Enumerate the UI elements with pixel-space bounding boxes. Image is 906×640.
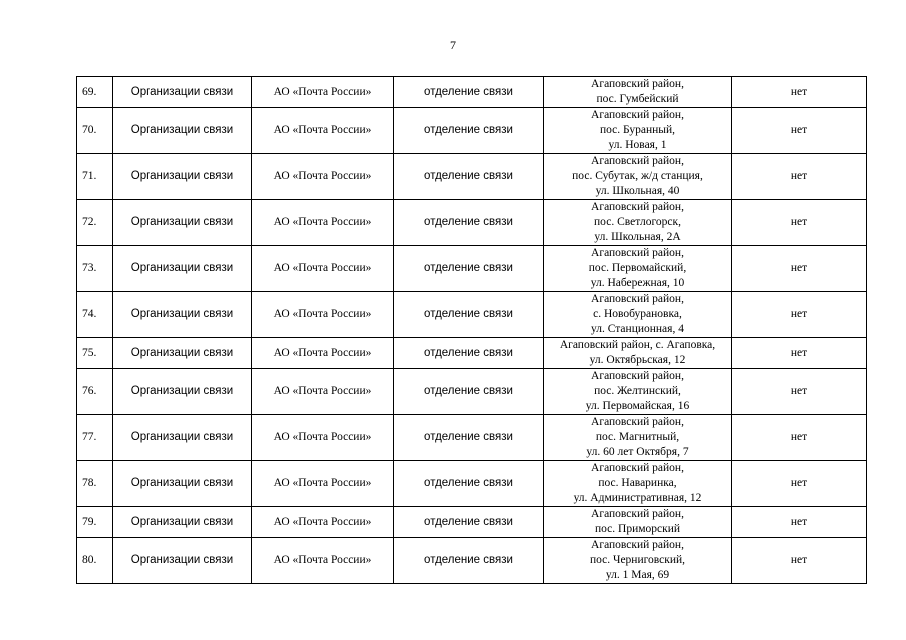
address-line: Агаповский район, [591, 109, 684, 121]
organization-cell: АО «Почта России» [252, 538, 394, 584]
object-type-cell: отделение связи [394, 538, 544, 584]
address-line: пос. Буранный, [599, 124, 676, 136]
table-row [77, 200, 867, 246]
address-cell [544, 292, 732, 338]
address-cell [544, 77, 732, 108]
category-cell: Организации связи [113, 338, 252, 369]
value-cell: нет [732, 461, 867, 507]
row-number-cell: 72. [77, 200, 113, 246]
category-cell: Организации связи [113, 246, 252, 292]
table-body [77, 77, 867, 584]
value-cell: нет [732, 77, 867, 108]
row-number-cell: 69. [77, 77, 113, 108]
table-row [77, 108, 867, 154]
category-cell: Организации связи [113, 461, 252, 507]
table-row [77, 292, 867, 338]
table-row [77, 246, 867, 292]
value-cell: нет [732, 246, 867, 292]
category-cell: Организации связи [113, 369, 252, 415]
address-line: Агаповский район, [591, 155, 684, 167]
address-cell [544, 154, 732, 200]
address-line: пос. Гумбейский [596, 93, 679, 105]
value-cell: нет [732, 200, 867, 246]
address-line: ул. Октябрьская, 12 [589, 354, 686, 366]
address-line: ул. Административная, 12 [573, 492, 702, 504]
row-number-cell: 71. [77, 154, 113, 200]
address-cell [544, 369, 732, 415]
row-number-cell: 78. [77, 461, 113, 507]
object-type-cell: отделение связи [394, 415, 544, 461]
address-line: Агаповский район, с. Агаповка, [559, 339, 716, 351]
address-line: с. Новобурановка, [593, 308, 682, 320]
address-cell [544, 415, 732, 461]
address-cell [544, 338, 732, 369]
address-line: Агаповский район, [591, 78, 684, 90]
address-line: Агаповский район, [591, 462, 684, 474]
value-cell: нет [732, 538, 867, 584]
address-line: ул. Школьная, 40 [595, 185, 680, 197]
object-type-cell: отделение связи [394, 292, 544, 338]
value-cell: нет [732, 507, 867, 538]
table-row [77, 154, 867, 200]
object-type-cell: отделение связи [394, 369, 544, 415]
category-cell: Организации связи [113, 507, 252, 538]
category-cell: Организации связи [113, 292, 252, 338]
address-line: пос. Наваринка, [598, 477, 677, 489]
row-number-cell: 73. [77, 246, 113, 292]
value-cell: нет [732, 154, 867, 200]
organization-cell: АО «Почта России» [252, 461, 394, 507]
address-line: пос. Черниговский, [589, 554, 686, 566]
address-line: Агаповский район, [591, 201, 684, 213]
address-line: пос. Светлогорск, [594, 216, 681, 228]
object-type-cell: отделение связи [394, 77, 544, 108]
value-cell: нет [732, 415, 867, 461]
address-line: ул. Школьная, 2А [594, 231, 681, 243]
address-line: пос. Субутак, ж/д станция, [572, 170, 703, 182]
address-line: пос. Первомайский, [588, 262, 687, 274]
address-line: ул. 1 Мая, 69 [605, 569, 670, 581]
organization-cell: АО «Почта России» [252, 292, 394, 338]
address-line: ул. Первомайская, 16 [585, 400, 690, 412]
category-cell: Организации связи [113, 108, 252, 154]
row-number-cell: 77. [77, 415, 113, 461]
address-line: Агаповский район, [591, 416, 684, 428]
address-line: ул. 60 лет Октября, 7 [586, 446, 689, 458]
row-number-cell: 76. [77, 369, 113, 415]
category-cell: Организации связи [113, 200, 252, 246]
address-cell [544, 246, 732, 292]
category-cell: Организации связи [113, 538, 252, 584]
table-row [77, 538, 867, 584]
category-cell: Организации связи [113, 415, 252, 461]
row-number-cell: 79. [77, 507, 113, 538]
object-type-cell: отделение связи [394, 154, 544, 200]
organization-cell: АО «Почта России» [252, 108, 394, 154]
table-row [77, 77, 867, 108]
category-cell: Организации связи [113, 77, 252, 108]
row-number-cell: 80. [77, 538, 113, 584]
address-line: Агаповский район, [591, 247, 684, 259]
address-line: Агаповский район, [591, 370, 684, 382]
address-line: Агаповский район, [591, 539, 684, 551]
object-type-cell: отделение связи [394, 507, 544, 538]
address-cell [544, 507, 732, 538]
address-line: Агаповский район, [591, 293, 684, 305]
address-cell [544, 538, 732, 584]
table-row [77, 507, 867, 538]
organization-cell: АО «Почта России» [252, 415, 394, 461]
category-cell: Организации связи [113, 154, 252, 200]
organizations-table [76, 76, 867, 584]
address-line: ул. Новая, 1 [608, 139, 667, 151]
address-line: пос. Магнитный, [595, 431, 680, 443]
page-number: 7 [450, 38, 456, 52]
table-row [77, 338, 867, 369]
value-cell: нет [732, 108, 867, 154]
address-cell [544, 461, 732, 507]
object-type-cell: отделение связи [394, 461, 544, 507]
address-line: пос. Желтинский, [594, 385, 681, 397]
object-type-cell: отделение связи [394, 246, 544, 292]
organization-cell: АО «Почта России» [252, 338, 394, 369]
table-row [77, 461, 867, 507]
value-cell: нет [732, 369, 867, 415]
organization-cell: АО «Почта России» [252, 200, 394, 246]
organization-cell: АО «Почта России» [252, 507, 394, 538]
object-type-cell: отделение связи [394, 338, 544, 369]
row-number-cell: 74. [77, 292, 113, 338]
value-cell: нет [732, 338, 867, 369]
object-type-cell: отделение связи [394, 108, 544, 154]
address-cell [544, 200, 732, 246]
address-line: пос. Приморский [594, 523, 681, 535]
table-row [77, 369, 867, 415]
address-cell [544, 108, 732, 154]
organization-cell: АО «Почта России» [252, 77, 394, 108]
row-number-cell: 75. [77, 338, 113, 369]
address-line: Агаповский район, [591, 508, 684, 520]
row-number-cell: 70. [77, 108, 113, 154]
value-cell: нет [732, 292, 867, 338]
address-line: ул. Набережная, 10 [590, 277, 685, 289]
organization-cell: АО «Почта России» [252, 369, 394, 415]
address-line: ул. Станционная, 4 [591, 323, 684, 335]
object-type-cell: отделение связи [394, 200, 544, 246]
organization-cell: АО «Почта России» [252, 154, 394, 200]
table-row [77, 415, 867, 461]
organization-cell: АО «Почта России» [252, 246, 394, 292]
